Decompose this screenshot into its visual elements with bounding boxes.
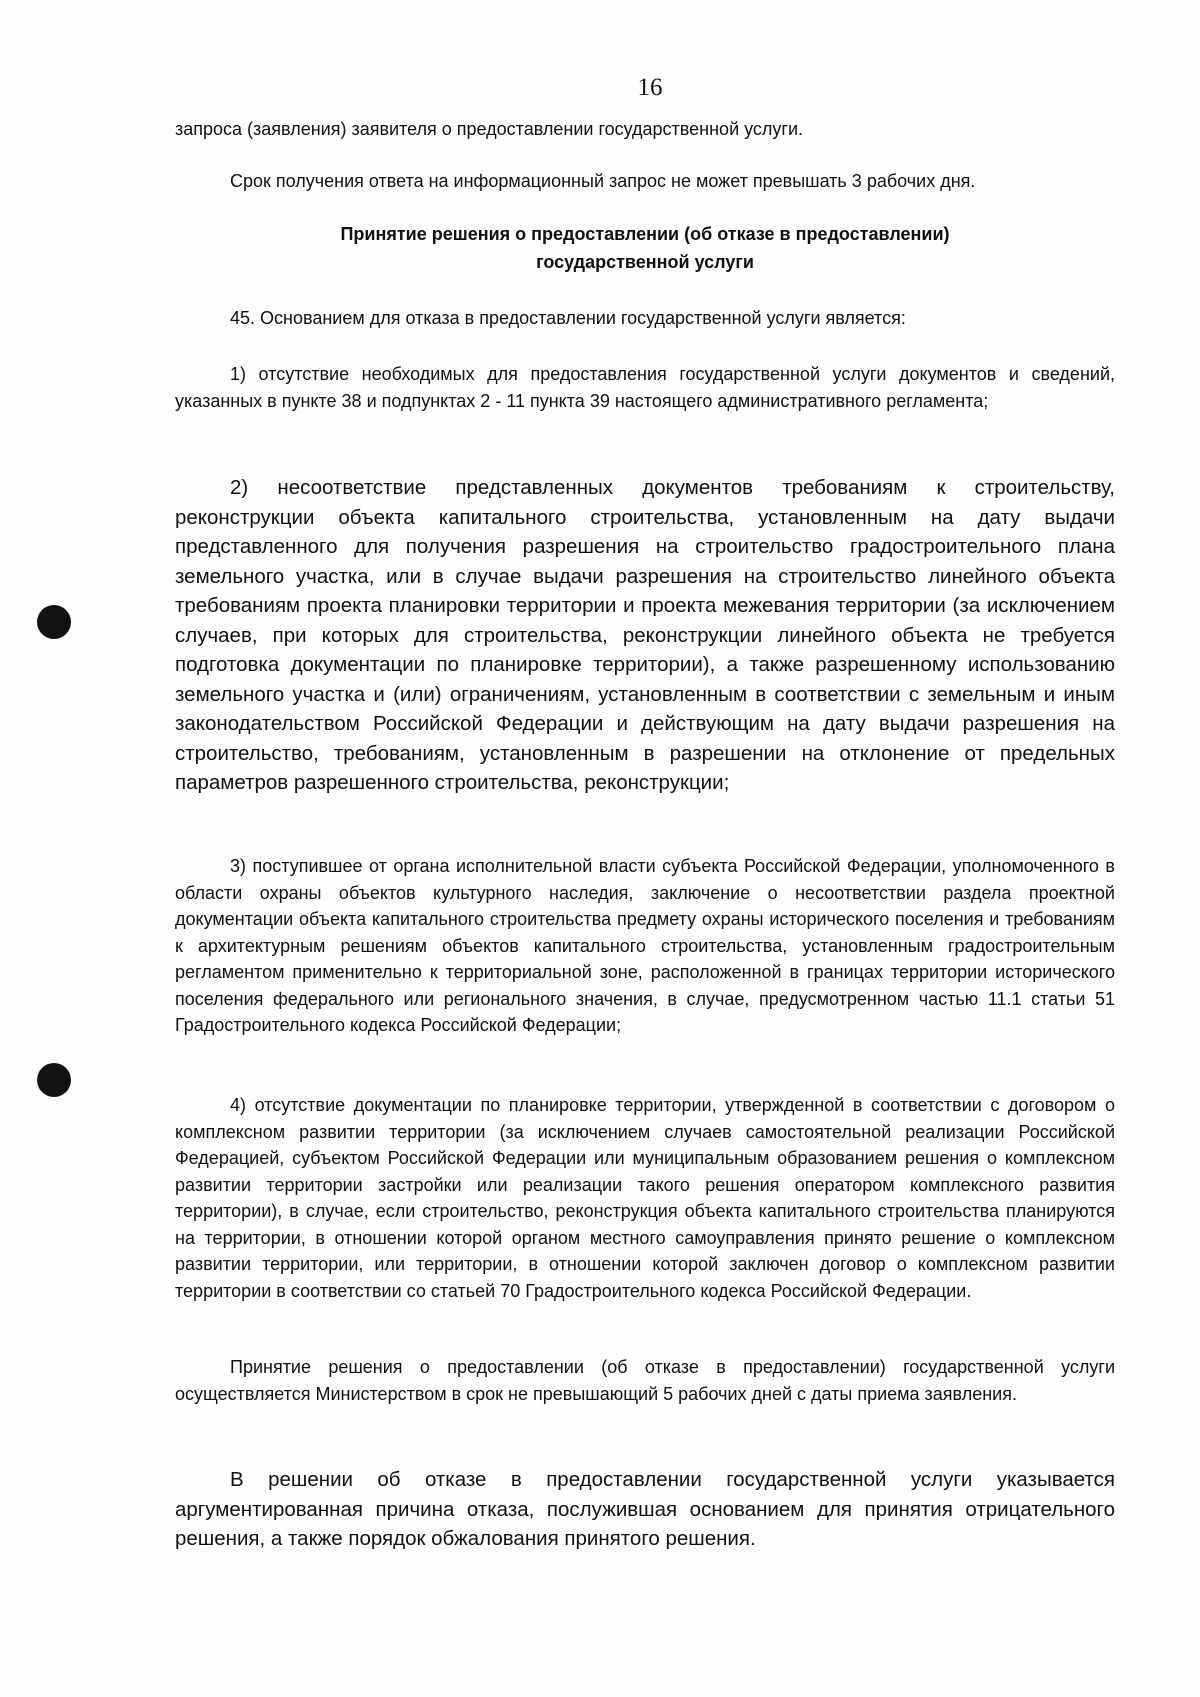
paragraph-continuation: запроса (заявления) заявителя о предоставлении государственной услуги. bbox=[175, 119, 804, 139]
list-item-1: 1) отсутствие необходимых для предоставления государственной услуги документов и сведений, указанных в пункте 38 и подпунктах 2 - 11 пункта 39 настоящего административного регламента; bbox=[175, 364, 1115, 411]
list-item-3: 3) поступившее от органа исполнительной власти субъекта Российской Федерации, уполномоченного в области охраны объектов культурного наследия, заключение о несоответствии раздела проектной документации объекта капитального строительства предмету охраны исторического поселения и требованиям к архитектурным решениям объектов капитального строительства, установленным градостроительным регламентом применительно к территориальной зоне, расположенной в границах территории исторического поселения федерального или регионального значения, в случае, предусмотренном частью 11.1 статьи 51 Градостроительного кодекса Российской Федерации; bbox=[175, 856, 1115, 1035]
section-heading-line-1: Принятие решения о предоставлении (об отказе в предоставлении) bbox=[340, 224, 950, 244]
paragraph-refusal-reason: В решении об отказе в предоставлении государственной услуги указывается аргументированная причина отказа, послужившая основанием для принятия отрицательного решения, а также порядок обжалования принятого решения. bbox=[175, 1468, 1115, 1550]
paragraph-response-deadline: Срок получения ответа на информационный запрос не может превышать 3 рабочих дня. bbox=[230, 171, 976, 191]
section-heading bbox=[175, 220, 1115, 276]
page-number: 16 bbox=[637, 74, 663, 101]
punch-hole-bottom bbox=[37, 1063, 71, 1097]
list-item-2: 2) несоответствие представленных документов требованиям к строительству, реконструкции объекта капитального строительства, установленным на дату выдачи представленного для получения разрешения на строительство градостроительного плана земельного участка, или в случае выдачи разрешения на строительство линейного объекта требованиям проекта планировки территории и проекта межевания территории (за исключением случаев, при которых для строительства, реконструкции линейного объекта не требуется подготовка документации по планировке территории), а также разрешенному использованию земельного участка и (или) ограничениям, установленным в соответствии с земельным и иным законодательством Российской Федерации и действующим на дату выдачи разрешения на строительство, требованиям, установленным в разрешении на отклонение от предельных параметров разрешенного строительства, реконструкции; bbox=[175, 476, 1115, 794]
list-item-4: 4) отсутствие документации по планировке территории, утвержденной в соответствии с договором о комплексном развитии территории (за исключением случаев самостоятельной реализации Российской Федерацией, субъектом Российской Федерации или муниципальным образованием решения о комплексном развитии территории застройки или реализации такого решения оператором комплексного развития территории), в случае, если строительство, реконструкция объекта капитального строительства планируются на территории, в отношении которой органом местного самоуправления принято решение о комплексном развитии территории, или территории, в отношении которой заключен договор о комплексном развитии территории в соответствии со статьей 70 Градостроительного кодекса Российской Федерации. bbox=[175, 1095, 1115, 1301]
paragraph-45: 45. Основанием для отказа в предоставлении государственной услуги является: bbox=[230, 308, 906, 328]
paragraph-decision-term: Принятие решения о предоставлении (об отказе в предоставлении) государственной услуги осуществляется Министерством в срок не превышающий 5 рабочих дней с даты приема заявления. bbox=[175, 1357, 1115, 1404]
section-heading-line-2: государственной услуги bbox=[536, 252, 754, 272]
punch-hole-top bbox=[37, 605, 71, 639]
